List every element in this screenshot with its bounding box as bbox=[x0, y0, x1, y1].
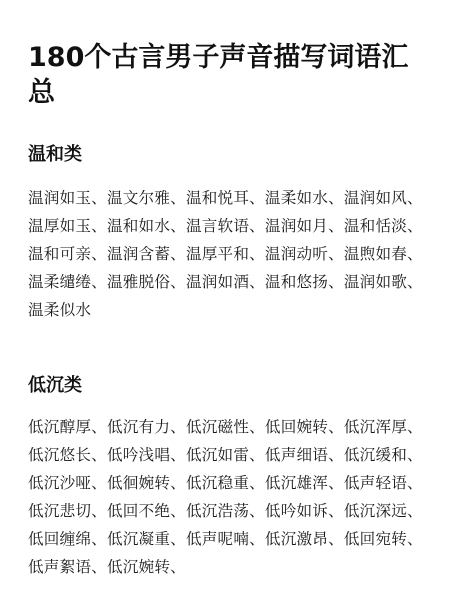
page-title: 180个古言男子声音描写词语汇总 bbox=[28, 42, 409, 108]
section-body-low: 低沉醇厚、低沉有力、低沉磁性、低回婉转、低沉浑厚、低沉悠长、低吟浅唱、低沉如雷、低声细语、低沉缓和、低沉沙哑、低徊婉转、低沉稳重、低沉雄浑、低声轻语、低沉悲切、低回不绝、低沉浩荡、低吟如诉、低沉深远、低回缠绵、低沉凝重、低声呢喃、低沉激昂、低回宛转、低声絮语、低沉婉转、 bbox=[28, 418, 423, 576]
section-heading-low: 低沉类 bbox=[28, 375, 82, 396]
section-heading-warm: 温和类 bbox=[28, 144, 82, 165]
section-body-warm: 温润如玉、温文尔雅、温和悦耳、温柔如水、温润如风、温厚如玉、温和如水、温言软语、温润如月、温和恬淡、温和可亲、温润含蓄、温厚平和、温润动听、温煦如春、温柔缱绻、温雅脱俗、温润如酒、温和悠扬、温润如歌、温柔似水 bbox=[28, 189, 423, 319]
article bbox=[28, 0, 426, 600]
